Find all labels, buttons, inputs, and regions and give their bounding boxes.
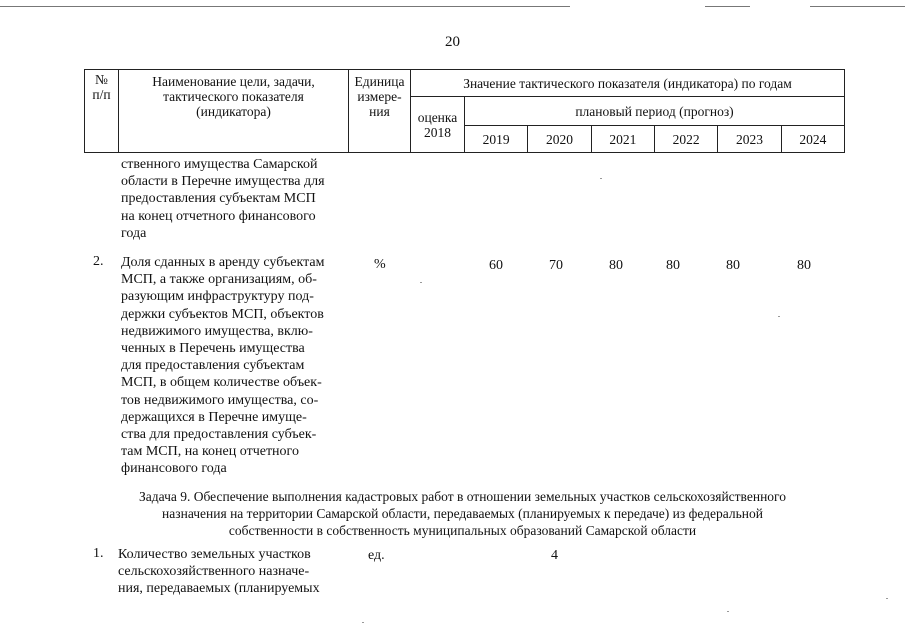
scan-speck: [886, 598, 888, 599]
row2-value-2023: 80: [726, 258, 740, 273]
scan-speck: [362, 622, 364, 623]
header-year-2020: 2020: [528, 126, 591, 153]
header-year-2021: 2021: [591, 126, 654, 153]
t9-row1-number: 1.: [93, 546, 104, 561]
header-number: № п/п: [85, 70, 119, 153]
row2-value-2022: 80: [666, 258, 680, 273]
header-value-title: Значение тактического показателя (индикатора) по годам: [411, 70, 845, 97]
header-plan-period: плановый период (прогноз): [465, 97, 845, 126]
table-header: [84, 69, 845, 153]
row2-name: Доля сданных в аренду субъектам МСП, а также организациям, об- разующим инфраструктуру под- держки субъектов МСП, объектов недвижимого имущества, вклю- ченных в Перечень имущества для предоставления субъектам МСП, в общем количестве объек- тов недвижимого имущества, со- держащихся в Перечне имуще- ства для предоставления субъек- там МСП, на конец отчетного финансового года: [121, 255, 325, 477]
continued-row-name: ственного имущества Самарской области в Перечне имущества для предоставления субъектам МСП на конец отчетного финансового года: [121, 157, 325, 241]
task9-heading: Задача 9. Обеспечение выполнения кадастровых работ в отношении земельных участков сельскохозяйственного назначения на территории Самарской области, передаваемых (планируемых к передаче) из федеральной собственности в собственность муниципальных образований Самарской области: [139, 489, 786, 538]
header-year-2024: 2024: [781, 126, 844, 153]
t9-row1-name: Количество земельных участков сельскохозяйственного назначе- ния, передаваемых (планируемых: [118, 547, 320, 597]
row2-value-2024: 80: [797, 258, 811, 273]
scan-speck: [420, 282, 422, 283]
scan-speck: [727, 611, 729, 612]
header-year-2019: 2019: [465, 126, 528, 153]
row2-value-2020: 70: [549, 258, 563, 273]
scan-speck: [778, 316, 780, 317]
header-estimate: оценка 2018: [411, 97, 465, 153]
header-year-2022: 2022: [654, 126, 717, 153]
row2-value-2021: 80: [609, 258, 623, 273]
row2-unit: %: [374, 257, 386, 272]
t9-row1-value: 4: [551, 548, 558, 563]
header-unit: Единица измере- ния: [349, 70, 411, 153]
scan-speck: [600, 178, 602, 179]
scan-edge-line: [0, 6, 570, 7]
t9-row1-unit: ед.: [368, 548, 385, 563]
header-name: Наименование цели, задачи, тактического показателя (индикатора): [119, 70, 349, 153]
page-number: 20: [445, 34, 460, 50]
header-year-2023: 2023: [718, 126, 781, 153]
row2-number: 2.: [93, 254, 104, 269]
scan-edge-line: [705, 6, 750, 7]
row2-value-2019: 60: [489, 258, 503, 273]
scan-edge-line: [810, 6, 905, 7]
